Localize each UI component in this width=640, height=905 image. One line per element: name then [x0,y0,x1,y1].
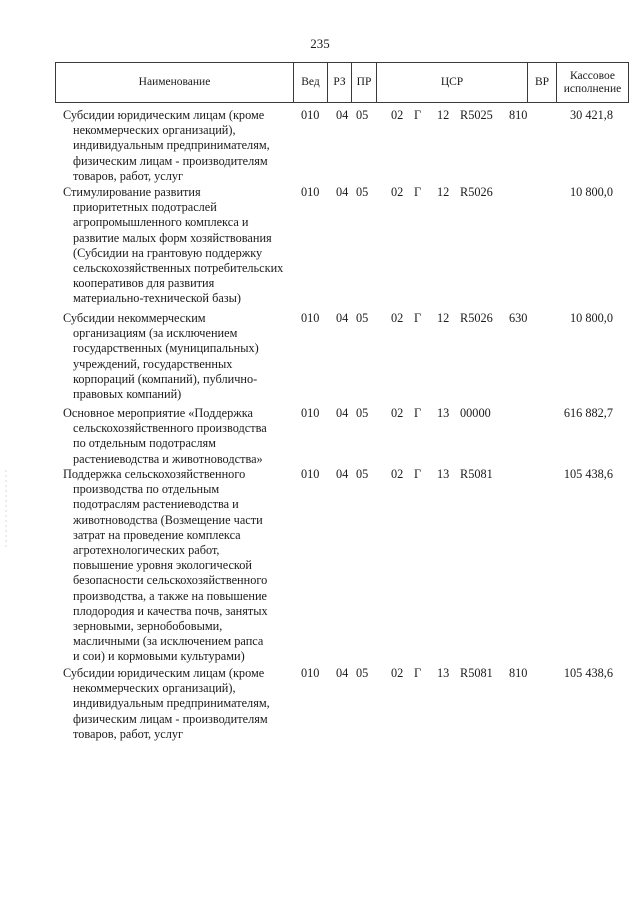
row-name-line: производства, а также на повышение [73,588,267,603]
header-name: Наименование [56,63,294,103]
row-csr-event: 12 [437,108,450,122]
row-csr-subprogram: Г [414,467,422,481]
row-name-line: Субсидии юридическим лицам (кроме [63,666,265,680]
row-name-line: и сои) и кормовыми культурами) [73,649,245,664]
row-rz: 04 [336,666,349,680]
row-name-line: Основное мероприятие «Поддержка [63,406,253,420]
row-name-line: по отдельным подотраслям [73,436,216,451]
row-name-line: учреждений, государственных [73,356,233,371]
row-csr-subprogram: Г [414,311,422,325]
row-name-line: Стимулирование развития [63,185,201,199]
row-rz: 04 [336,406,349,420]
row-name-line: физическим лицам - производителям [73,153,268,168]
row-name-line: Поддержка сельскохозяйственного [63,467,246,481]
row-name-line: Субсидии некоммерческим [63,311,206,325]
row-name-line: материально-технической базы) [73,291,242,306]
row-name-line: повышение уровня экологической [73,558,252,573]
row-name-line: организациям (за исключением [73,326,238,341]
row-ved: 010 [301,108,320,122]
row-csr-direction: R5025 [460,108,493,122]
row-name-line: зерновыми, зернобобовыми, [73,619,223,634]
table-header [55,62,629,103]
row-vr: 630 [509,311,528,325]
row-ved: 010 [301,185,320,199]
row-name [63,185,295,307]
row-ved: 010 [301,311,320,325]
row-csr-event: 13 [437,406,450,420]
row-ved: 010 [301,666,320,680]
row-name-line: Субсидии юридическим лицам (кроме [63,108,265,122]
header-rz: РЗ [328,63,352,103]
row-name-line: приоритетных подотраслей [73,200,217,215]
row-csr-direction: R5081 [460,666,493,680]
row-sum: 10 800,0 [569,185,613,199]
row-name-line: растениеводства и животноводства» [73,451,263,466]
row-name-line: индивидуальным предпринимателям, [73,696,270,711]
row-name-line: агропромышленного комплекса и [73,215,249,230]
row-pr: 05 [356,185,369,199]
row-name [63,406,295,467]
row-vr: 810 [509,666,528,680]
row-name [63,666,295,742]
row-csr-subprogram: Г [414,185,422,199]
row-sum: 10 800,0 [569,311,613,325]
header-kass [557,63,629,103]
row-rz: 04 [336,467,349,481]
row-ved: 010 [301,467,320,481]
row-csr-subprogram: Г [414,406,422,420]
row-pr: 05 [356,311,369,325]
row-name-line: животноводства (Возмещение части [73,512,263,527]
row-name-line: затрат на проведение комплекса [73,527,241,542]
row-csr-program: 02 [391,108,404,122]
row-name-line: индивидуальным предпринимателям, [73,138,270,153]
row-name-line: сельскохозяйственных потребительских [73,261,284,276]
row-name-line: подотраслям растениеводства и [73,497,239,512]
row-sum: 616 882,7 [563,406,613,420]
row-name-line: безопасности сельскохозяйственного [73,573,268,588]
page-number: 235 [310,36,330,51]
row-sum: 105 438,6 [563,666,613,680]
row-vr: 810 [509,108,528,122]
row-rz: 04 [336,311,349,325]
row-csr-program: 02 [391,185,404,199]
row-name [63,311,295,402]
margin-mark [3,470,9,550]
row-ved: 010 [301,406,320,420]
row-name-line: развитие малых форм хозяйствования [73,230,272,245]
row-pr: 05 [356,406,369,420]
row-csr-program: 02 [391,311,404,325]
row-csr-subprogram: Г [414,108,422,122]
row-name [63,467,295,665]
row-csr-direction: 00000 [460,406,491,420]
row-name [63,108,295,184]
row-rz: 04 [336,108,349,122]
row-csr-direction: R5026 [460,311,493,325]
row-csr-program: 02 [391,406,404,420]
row-name-line: государственных (муниципальных) [73,341,259,356]
row-sum: 105 438,6 [563,467,613,481]
row-name-line: агротехнологических работ, [73,543,220,558]
row-name-line: корпораций (компаний), публично- [73,371,258,386]
header-kass-line2: исполнение [563,82,622,95]
row-csr-event: 12 [437,185,450,199]
row-csr-event: 12 [437,311,450,325]
row-rz: 04 [336,185,349,199]
row-csr-direction: R5081 [460,467,493,481]
header-csr: ЦСР [377,63,528,103]
row-name-line: физическим лицам - производителям [73,711,268,726]
row-name-line: кооперативов для развития [73,276,215,291]
row-pr: 05 [356,108,369,122]
row-csr-event: 13 [437,666,450,680]
row-csr-event: 13 [437,467,450,481]
row-name-line: товаров, работ, услуг [73,726,184,741]
row-csr-direction: R5026 [460,185,493,199]
row-name-line: (Субсидии на грантовую поддержку [73,245,263,260]
row-name-line: сельскохозяйственного производства [73,421,267,436]
header-vr: ВР [528,63,557,103]
row-name-line: производства по отдельным [73,482,220,497]
row-name-line: товаров, работ, услуг [73,168,184,183]
row-name-line: некоммерческих организаций), [73,681,236,696]
row-name-line: масличными (за исключением рапса [73,634,264,649]
row-name-line: плодородия и качества почв, занятых [73,603,268,618]
header-pr: ПР [352,63,377,103]
row-sum: 30 421,8 [569,108,613,122]
row-csr-program: 02 [391,467,404,481]
row-pr: 05 [356,666,369,680]
row-name-line: правовых компаний) [73,387,182,402]
row-csr-program: 02 [391,666,404,680]
row-csr-subprogram: Г [414,666,422,680]
row-name-line: некоммерческих организаций), [73,123,236,138]
header-kass-line1: Кассовое [570,69,615,82]
header-ved: Вед [294,63,328,103]
row-pr: 05 [356,467,369,481]
